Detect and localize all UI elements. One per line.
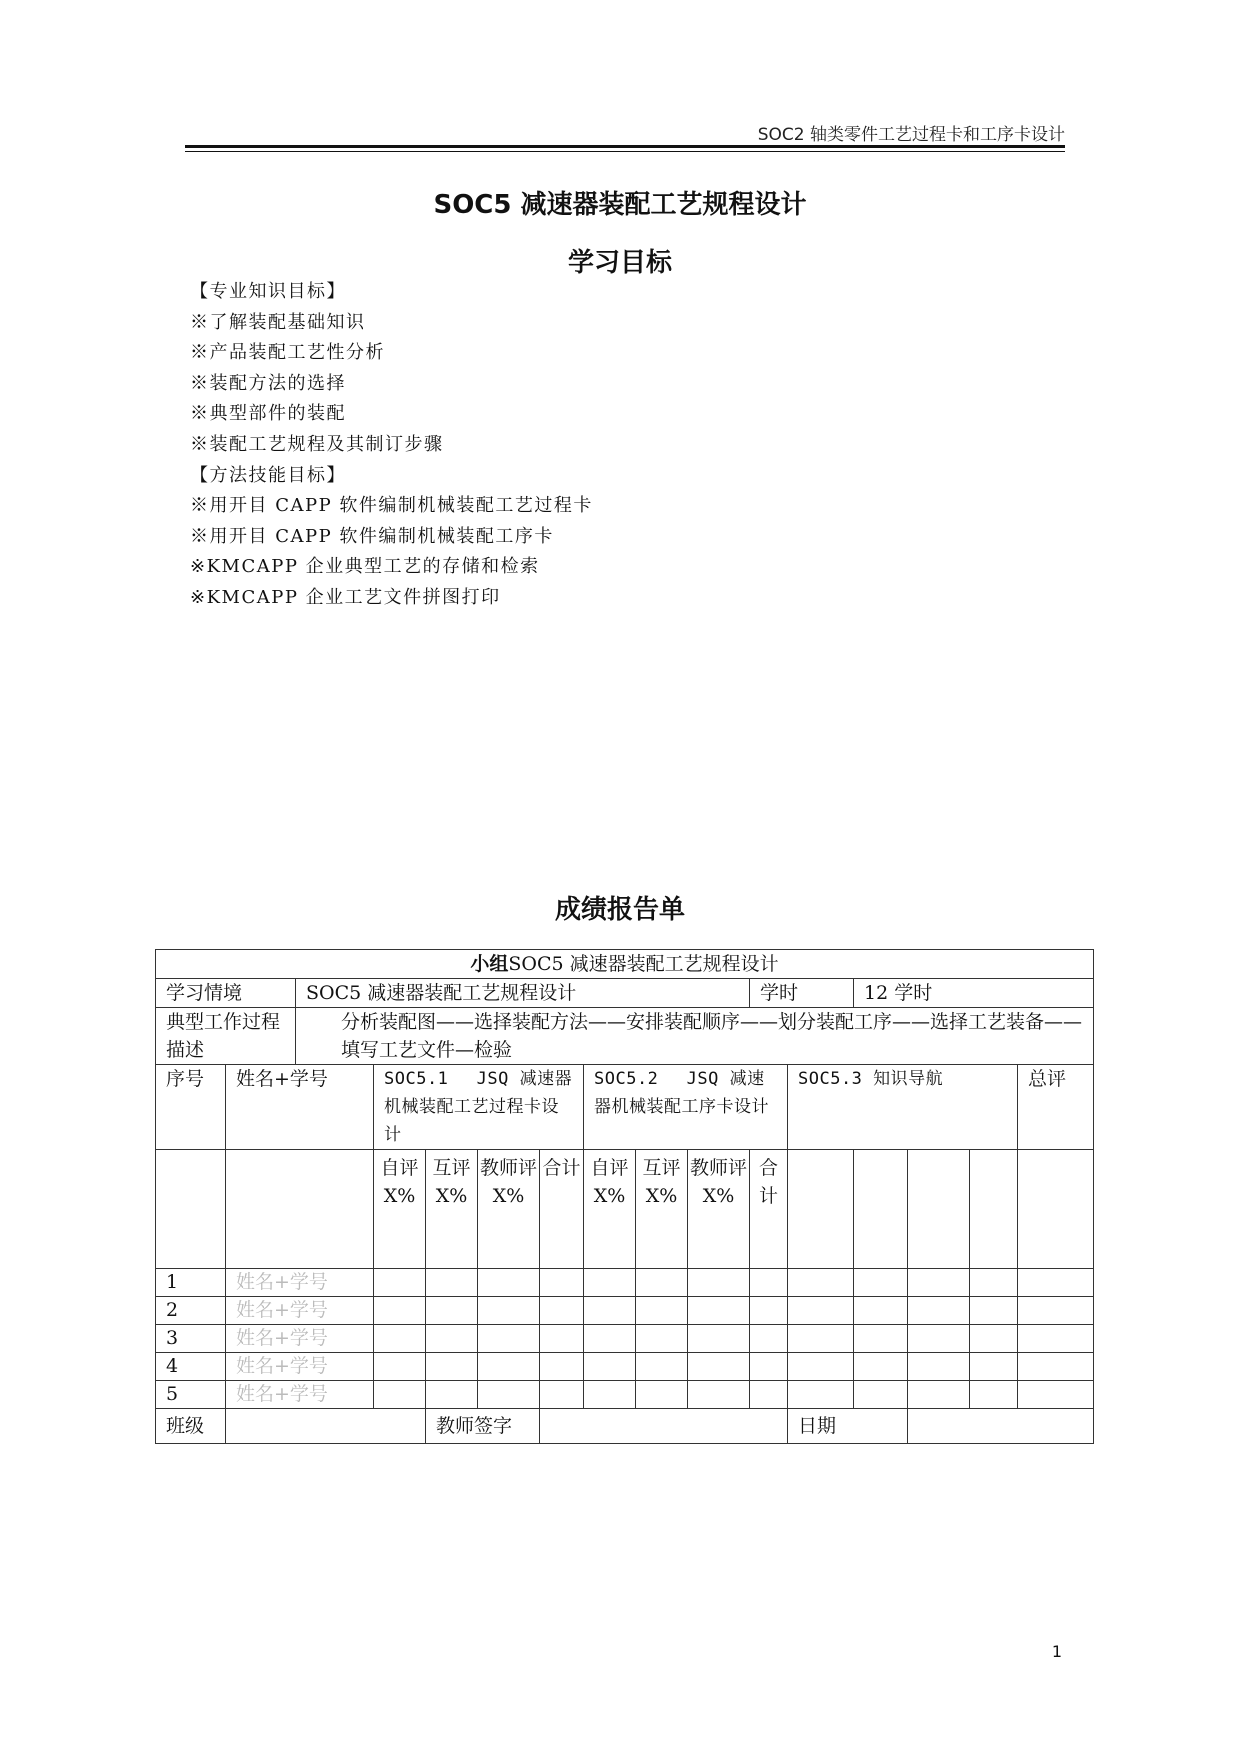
- goal-item: ※用开目 CAPP 软件编制机械装配工艺过程卡: [190, 495, 593, 517]
- name-placeholder: 姓名+学号: [226, 1353, 374, 1381]
- running-header: SOC2 轴类零件工艺过程卡和工序卡设计: [757, 125, 1065, 145]
- sub-header-sum: 合计: [540, 1150, 584, 1269]
- section-title-goals: 学习目标: [567, 248, 672, 278]
- teacher-sign-value: [540, 1409, 788, 1444]
- table-row: [156, 1297, 1094, 1325]
- name-placeholder: 姓名+学号: [226, 1381, 374, 1409]
- empty-cell: [788, 1150, 854, 1269]
- col-header-soc53: SOC5.3 知识导航: [788, 1065, 1018, 1150]
- group-label: 小组: [470, 953, 509, 975]
- goal-item: ※典型部件的装配: [190, 403, 346, 425]
- goal-item: ※产品装配工艺性分析: [190, 342, 385, 364]
- sub-header-self: 自评X%: [584, 1150, 636, 1269]
- group-title: SOC5 减速器装配工艺规程设计: [508, 953, 779, 975]
- class-label: 班级: [156, 1409, 226, 1444]
- sub-header-teacher: 教师评X%: [478, 1150, 540, 1269]
- sub-header-sum: 合计: [750, 1150, 788, 1269]
- document-title: SOC5 减速器装配工艺规程设计: [433, 190, 807, 220]
- process-label: 典型工作过程描述: [156, 1008, 296, 1065]
- goal-item: ※装配方法的选择: [190, 372, 346, 394]
- hours-value: 12 学时: [854, 979, 1094, 1008]
- report-title: 成绩报告单: [554, 895, 685, 925]
- row-index: 3: [156, 1325, 226, 1353]
- teacher-sign-label: 教师签字: [426, 1409, 540, 1444]
- empty-cell: [854, 1150, 908, 1269]
- empty-cell: [908, 1150, 970, 1269]
- name-placeholder: 姓名+学号: [226, 1325, 374, 1353]
- goal-item: ※装配工艺规程及其制订步骤: [190, 433, 444, 455]
- name-placeholder: 姓名+学号: [226, 1269, 374, 1297]
- col-header-soc51: SOC5.1 JSQ 减速器机械装配工艺过程卡设计: [374, 1065, 584, 1150]
- col-header-name: 姓名+学号: [226, 1065, 374, 1150]
- goal-item: ※KMCAPP 企业工艺文件拼图打印: [190, 586, 501, 608]
- empty-cell: [156, 1150, 226, 1269]
- col-header-index: 序号: [156, 1065, 226, 1150]
- row-index: 5: [156, 1381, 226, 1409]
- row-index: 4: [156, 1353, 226, 1381]
- col-header-soc52: SOC5.2 JSQ 减速器机械装配工序卡设计: [584, 1065, 788, 1150]
- header-rule-thin: [185, 151, 1065, 152]
- empty-cell: [226, 1150, 374, 1269]
- sub-header-peer: 互评X%: [426, 1150, 478, 1269]
- table-row: [156, 1353, 1094, 1381]
- row-index: 1: [156, 1269, 226, 1297]
- sub-header-peer: 互评X%: [636, 1150, 688, 1269]
- date-value: [908, 1409, 1094, 1444]
- date-label: 日期: [788, 1409, 908, 1444]
- page-number: 1: [1051, 1642, 1062, 1661]
- table-row: [156, 1381, 1094, 1409]
- empty-cell: [1018, 1150, 1094, 1269]
- goal-item: ※KMCAPP 企业典型工艺的存储和检索: [190, 556, 540, 578]
- col-header-total: 总评: [1018, 1065, 1094, 1150]
- situation-label: 学习情境: [156, 979, 296, 1008]
- table-row: [156, 1325, 1094, 1353]
- header-rule: [185, 145, 1065, 148]
- sub-header-teacher: 教师评X%: [688, 1150, 750, 1269]
- goal-item: ※用开目 CAPP 软件编制机械装配工序卡: [190, 525, 554, 547]
- table-row: [156, 1269, 1094, 1297]
- process-description: 分析装配图——选择装配方法——安排装配顺序——划分装配工序——选择工艺装备——填写工艺文件—检验: [296, 1008, 1094, 1065]
- sub-header-self: 自评X%: [374, 1150, 426, 1269]
- goals-heading-skills: 【方法技能目标】: [190, 464, 346, 486]
- name-placeholder: 姓名+学号: [226, 1297, 374, 1325]
- hours-label: 学时: [750, 979, 854, 1008]
- grade-report-table: [155, 949, 1094, 1444]
- goals-heading-knowledge: 【专业知识目标】: [190, 281, 346, 302]
- situation-value: SOC5 减速器装配工艺规程设计: [296, 979, 750, 1008]
- goal-item: ※了解装配基础知识: [190, 311, 366, 333]
- goals-list: [190, 277, 593, 614]
- group-title-cell: [156, 950, 1094, 979]
- empty-cell: [970, 1150, 1018, 1269]
- row-index: 2: [156, 1297, 226, 1325]
- class-value: [226, 1409, 426, 1444]
